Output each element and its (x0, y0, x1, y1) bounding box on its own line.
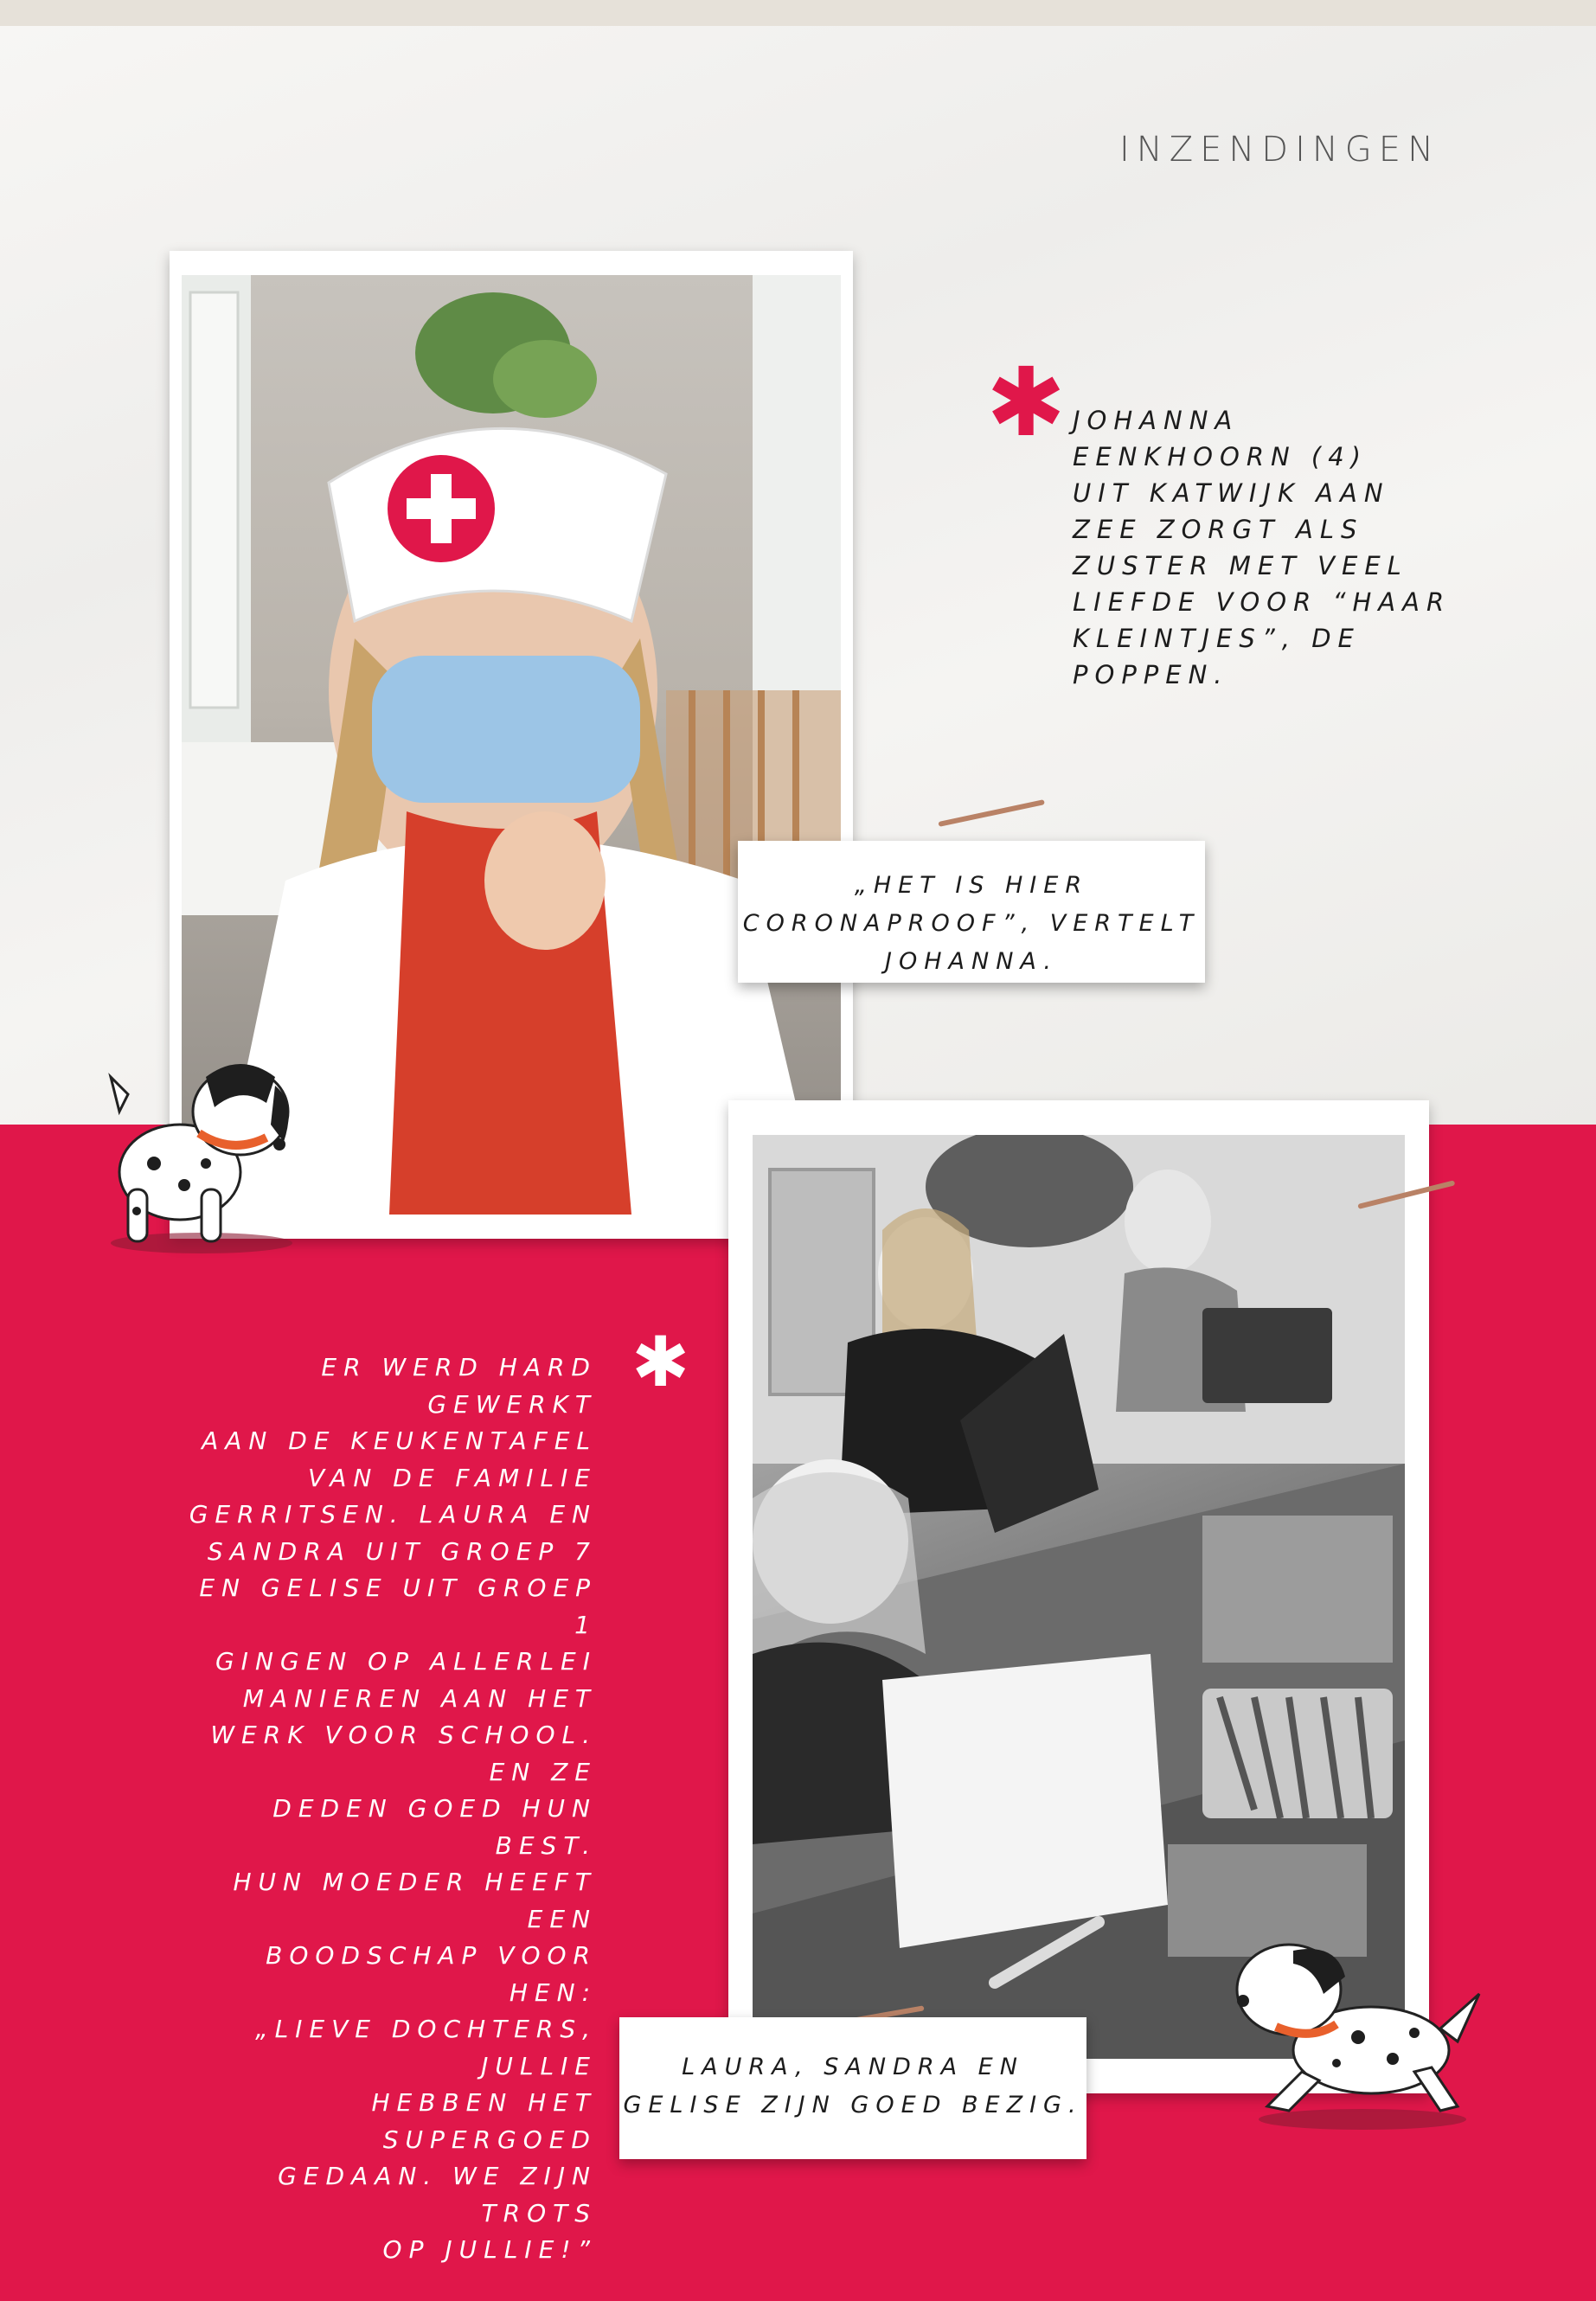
dalmatian-puppy-icon (1207, 1925, 1484, 2132)
caption-line: VAN DE FAMILIE (308, 1463, 597, 1492)
caption-line: JOHANNA (1073, 406, 1240, 435)
asterisk-red-icon: ✱ (986, 347, 1067, 458)
caption-line: EN GELISE UIT GROEP 1 (199, 1574, 597, 1639)
asterisk-white-icon: ✱ (631, 1322, 690, 1402)
caption-line: WERK VOOR SCHOOL. EN ZE (210, 1721, 597, 1786)
caption-line: DEDEN GOED HUN BEST. (272, 1794, 597, 1860)
caption-line: GERRITSEN. LAURA EN (189, 1500, 597, 1529)
note-line: „HET IS HIER (854, 872, 1089, 899)
caption-line: GINGEN OP ALLERLEI (215, 1647, 597, 1676)
caption-line: MANIEREN AAN HET (242, 1683, 597, 1713)
story1-caption (1073, 402, 1453, 693)
caption-line: POPPEN. (1073, 660, 1229, 689)
note-line: JOHANNA. (885, 948, 1058, 975)
caption-line: HEBBEN HET SUPERGOED (371, 2088, 597, 2154)
caption-line: UIT KATWIJK AAN (1073, 478, 1390, 508)
caption-line: KLEINTJES”, DE (1073, 624, 1361, 653)
dalmatian-puppy-icon (102, 1042, 301, 1259)
caption-line: HUN MOEDER HEEFT EEN (233, 1868, 597, 1933)
caption-line: SANDRA UIT GROEP 7 (207, 1536, 597, 1566)
note-line: GELISE ZIJN GOED BEZIG. (623, 2092, 1083, 2118)
caption-line: GEDAAN. WE ZIJN TROTS (278, 2162, 597, 2227)
caption-line: AAN DE KEUKENTAFEL (202, 1426, 597, 1455)
caption-line: LIEFDE VOOR “HAAR (1073, 587, 1452, 617)
story2-caption (182, 1349, 597, 2269)
story2-note (619, 2017, 1086, 2159)
caption-line: EENKHOORN (4) (1073, 442, 1368, 471)
section-label: INZENDINGEN (1118, 130, 1440, 170)
top-strip (0, 0, 1596, 26)
caption-line: „LIEVE DOCHTERS, JULLIE (255, 2015, 597, 2080)
caption-line: OP JULLIE!” (382, 2235, 597, 2264)
caption-line: ZUSTER MET VEEL (1073, 551, 1408, 580)
caption-line: BOODSCHAP VOOR HEN: (266, 1941, 597, 2007)
note-line: LAURA, SANDRA EN (682, 2054, 1024, 2080)
caption-line: ZEE ZORGT ALS (1073, 515, 1364, 544)
photo-kitchen-table-image (753, 1135, 1405, 2059)
kitchen-table-illustration (753, 1135, 1405, 2059)
caption-line: ER WERD HARD GEWERKT (321, 1353, 597, 1419)
story1-note (738, 841, 1205, 983)
note-line: CORONAPROOF”, VERTELT (742, 910, 1201, 937)
